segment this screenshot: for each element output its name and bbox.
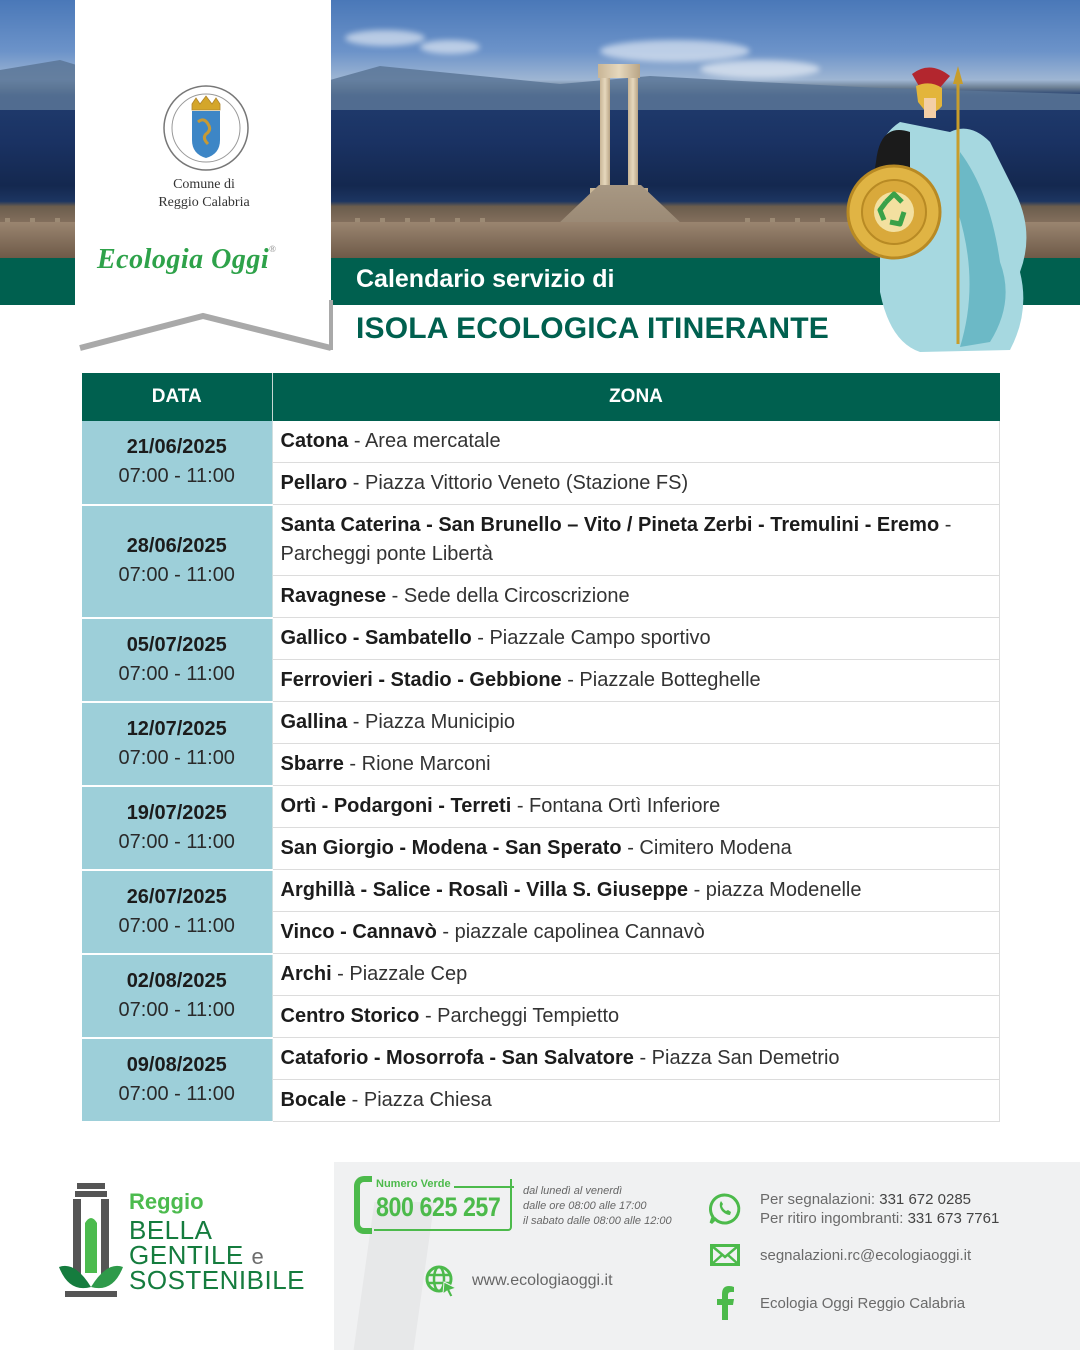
zone-area: Ravagnese (280, 585, 387, 607)
zone-place: - piazza Modenelle (688, 879, 862, 901)
table-row (82, 954, 1000, 996)
zone-cell (272, 660, 1000, 702)
email-address[interactable]: segnalazioni.rc@ecologiaoggi.it (760, 1246, 972, 1264)
date-cell (82, 786, 272, 870)
date-value: 12/07/2025 (126, 717, 227, 740)
time-range: 07:00 - 11:00 (118, 465, 235, 488)
zone-area: Centro Storico (280, 1005, 420, 1027)
zone-area: Pellaro (280, 472, 348, 494)
table-row (82, 870, 1000, 912)
campaign-sostenibile: SOSTENIBILE (129, 1265, 305, 1295)
zone-cell (272, 954, 1000, 996)
zone-cell (272, 463, 1000, 505)
contacts-panel (334, 1162, 1080, 1350)
schedule-table (82, 373, 1000, 1123)
zone-cell (272, 1080, 1000, 1122)
facebook-contact[interactable] (708, 1286, 965, 1320)
reports-label: Per segnalazioni: (760, 1191, 880, 1208)
zone-area: Catona (280, 430, 349, 452)
column-header-zona: ZONA (272, 373, 1000, 421)
coat-of-arms-icon (162, 84, 250, 172)
zone-area: Ferrovieri - Stadio - Gebbione (280, 669, 562, 691)
zone-cell (272, 786, 1000, 828)
zone-place: - Parcheggi Tempietto (419, 1005, 620, 1027)
time-range: 07:00 - 11:00 (118, 998, 235, 1021)
zone-area: Vinco - Cannavò (280, 921, 437, 943)
hours-weekday-times: dalle ore 08:00 alle 17:00 (523, 1200, 647, 1212)
table-row (82, 1038, 1000, 1080)
campaign-e: e (251, 1244, 265, 1269)
zone-place: - Area mercatale (348, 430, 501, 452)
date-value: 26/07/2025 (126, 885, 227, 908)
campaign-gentile-text: GENTILE (129, 1240, 244, 1270)
zone-area: Gallico - Sambatello (280, 627, 472, 649)
bulky-number[interactable]: 331 673 7761 (907, 1210, 1000, 1227)
registered-mark: ® (269, 244, 277, 254)
time-range: 07:00 - 11:00 (118, 662, 235, 685)
zone-place: - Parcheggi ponte Libertà (280, 514, 952, 565)
toll-free-number[interactable]: 800 625 257 (376, 1192, 501, 1222)
date-cell (82, 954, 272, 1038)
zone-place: - piazzale capolinea Cannavò (436, 921, 705, 943)
date-cell (82, 505, 272, 618)
ecologia-oggi-logo (97, 244, 277, 276)
athena-mascot-illustration (840, 62, 1040, 354)
time-range: 07:00 - 11:00 (118, 914, 235, 937)
zone-place: - Piazza Chiesa (346, 1089, 492, 1111)
zone-area: San Giorgio - Modena - San Sperato (280, 837, 622, 859)
website-link[interactable] (424, 1264, 613, 1298)
date-cell (82, 421, 272, 505)
zone-cell (272, 505, 1000, 576)
whatsapp-text (760, 1190, 999, 1228)
zone-area: Gallina (280, 711, 348, 733)
municipality-line2: Reggio Calabria (158, 195, 250, 210)
column-header-data: DATA (82, 373, 272, 421)
zone-cell (272, 912, 1000, 954)
monument-leaf-icon (55, 1183, 127, 1303)
date-value: 02/08/2025 (126, 969, 227, 992)
zone-area: Ortì - Podargoni - Terreti (280, 795, 512, 817)
campaign-bella: BELLA (129, 1215, 213, 1245)
zone-cell (272, 870, 1000, 912)
date-cell (82, 618, 272, 702)
zone-cell (272, 744, 1000, 786)
monument-column-right (628, 66, 638, 192)
time-range: 07:00 - 11:00 (118, 564, 235, 586)
reports-number[interactable]: 331 672 0285 (879, 1191, 972, 1208)
bulky-label: Per ritiro ingombranti: (760, 1210, 908, 1227)
time-range: 07:00 - 11:00 (118, 746, 235, 769)
zone-cell (272, 828, 1000, 870)
time-range: 07:00 - 11:00 (118, 1082, 235, 1105)
date-value: 28/06/2025 (126, 535, 227, 557)
table-row (82, 505, 1000, 576)
zone-area: Arghillà - Salice - Rosalì - Villa S. Giuseppe (280, 879, 689, 901)
date-cell (82, 870, 272, 954)
zone-cell (272, 702, 1000, 744)
logo-banner (75, 0, 333, 355)
phone-icon (354, 1176, 372, 1234)
table-body (82, 421, 1000, 1122)
toll-free-label: Numero Verde (376, 1178, 454, 1190)
date-value: 21/06/2025 (126, 436, 227, 459)
zone-place: - Sede della Circoscrizione (386, 585, 630, 607)
zone-area: Archi (280, 963, 332, 985)
hours-weekdays: dal lunedì al venerdì (523, 1185, 623, 1197)
zone-cell (272, 576, 1000, 618)
zone-place: - Piazza San Demetrio (633, 1047, 840, 1069)
campaign-reggio: Reggio (129, 1189, 204, 1214)
date-cell (82, 702, 272, 786)
zone-area: Santa Caterina - San Brunello – Vito / Pineta Zerbi - Tremulini - Eremo (280, 514, 940, 536)
zone-cell (272, 618, 1000, 660)
facebook-icon (715, 1286, 735, 1320)
campaign-logo (55, 1175, 325, 1305)
whatsapp-icon (708, 1192, 742, 1226)
zone-place: - Piazza Vittorio Veneto (Stazione FS) (347, 472, 689, 494)
page-title: ISOLA ECOLOGICA ITINERANTE (356, 312, 829, 345)
monument-column-left (600, 66, 610, 192)
facebook-page[interactable]: Ecologia Oggi Reggio Calabria (760, 1294, 966, 1312)
zone-area: Cataforio - Mosorrofa - San Salvatore (280, 1047, 634, 1069)
municipality-line1: Comune di (173, 177, 235, 192)
globe-cursor-icon (424, 1264, 458, 1298)
monument-lintel (598, 64, 640, 78)
table-row (82, 786, 1000, 828)
table-row (82, 618, 1000, 660)
zone-cell (272, 1038, 1000, 1080)
brand-name: Ecologia Oggi (97, 244, 270, 275)
email-contact[interactable] (708, 1244, 971, 1266)
whatsapp-contacts (708, 1190, 999, 1228)
table-header-row (82, 373, 1000, 421)
time-range: 07:00 - 11:00 (118, 830, 235, 853)
mail-icon (710, 1244, 740, 1266)
zone-place: - Cimitero Modena (621, 837, 792, 859)
table-row (82, 702, 1000, 744)
title-subheading: Calendario servizio di (356, 265, 615, 293)
table-row (82, 421, 1000, 463)
zone-cell (272, 996, 1000, 1038)
toll-free-hours (523, 1184, 672, 1229)
date-value: 19/07/2025 (126, 801, 227, 824)
zone-place: - Fontana Ortì Inferiore (511, 795, 721, 817)
zone-place: - Piazzale Botteghelle (561, 669, 761, 691)
zone-place: - Piazzale Cep (331, 963, 468, 985)
date-cell (82, 1038, 272, 1122)
zone-place: - Piazzale Campo sportivo (471, 627, 711, 649)
date-value: 09/08/2025 (126, 1053, 227, 1076)
municipality-name (75, 176, 333, 212)
zone-area: Sbarre (280, 753, 344, 775)
hours-saturday: il sabato dalle 08:00 alle 12:00 (523, 1215, 672, 1227)
toll-free-rule (444, 1186, 514, 1188)
zone-area: Bocale (280, 1089, 347, 1111)
zone-place: - Rione Marconi (343, 753, 491, 775)
zone-place: - Piazza Municipio (347, 711, 516, 733)
zone-cell (272, 421, 1000, 463)
website-url[interactable]: www.ecologiaoggi.it (472, 1272, 613, 1289)
date-value: 05/07/2025 (126, 633, 227, 656)
title-band-left (0, 258, 75, 305)
